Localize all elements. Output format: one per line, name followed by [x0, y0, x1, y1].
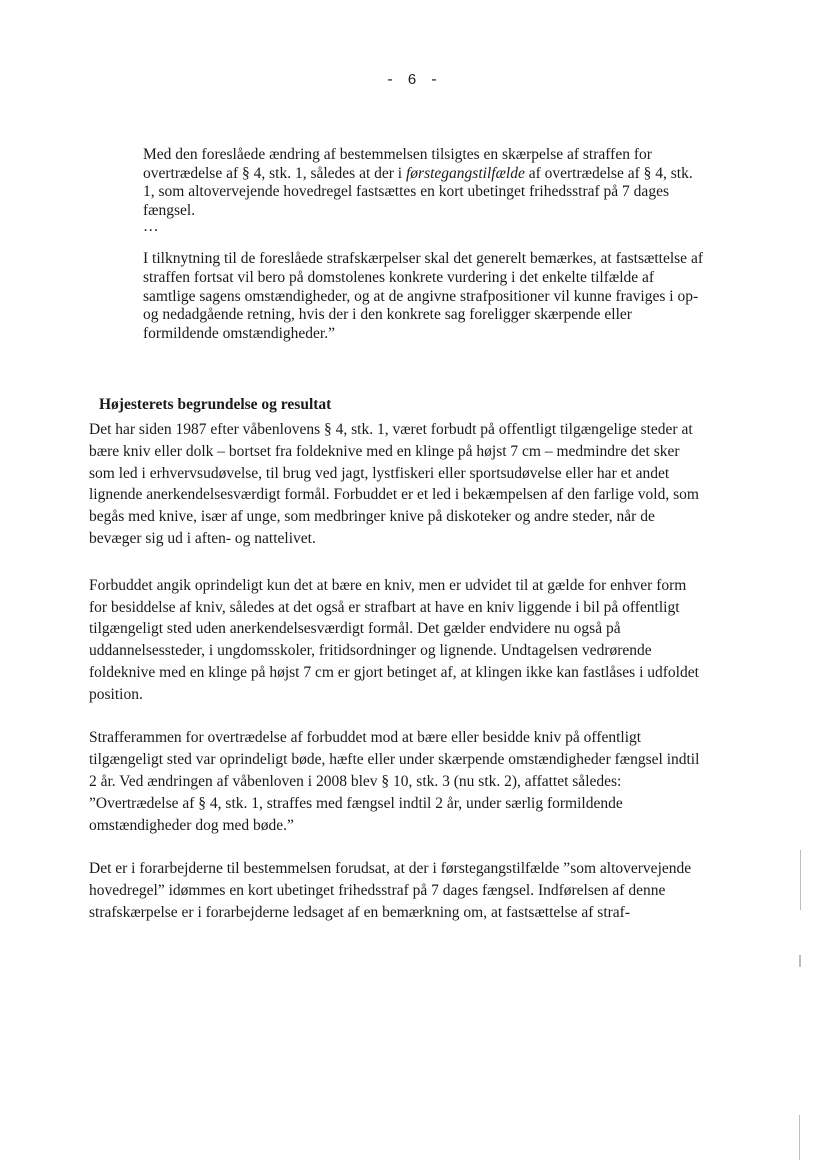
- scan-edge-mark: [799, 1115, 800, 1160]
- body-paragraph: Det er i forarbejderne til bestemmelsen forudsat, at der i førstegangstilfælde ”som altovervejende hovedregel” idømmes en kort ubetinget frihedsstraf på 7 dages fængsel. Indførelsen af denne strafskærpelse er i forarbejderne ledsaget af en bemærkning om, at fastsættelse af straf-: [89, 860, 692, 921]
- quote-text: Med den foreslåede ændring af bestemmelsen tilsigtes en skærpelse af straffen for overtrædelse af § 4, stk. 1, således at der i: [143, 146, 652, 182]
- scan-edge-mark: [799, 955, 801, 967]
- main-section: [89, 395, 701, 945]
- block-quote: [143, 146, 703, 343]
- quote-paragraph-2: I tilknytning til de foreslåede strafskærpelser skal det generelt bemærkes, at fastsættelse af straffen fortsat vil bero på domstolenes konkrete vurdering i det enkelte tilfælde af samtlige sagens omstændigheder, og at de angivne strafpositioner vil kunne fraviges i op- og nedadgående retning, hvis der i den konkrete sag foreligger skærpende eller formildende omstændigheder.”: [143, 250, 703, 342]
- quote-paragraph-1: [143, 146, 703, 220]
- body-paragraph: Strafferammen for overtrædelse af forbuddet mod at bære eller besidde kniv på offentligt tilgængeligt sted var oprindeligt bøde, hæfte eller under skærpende omstændigheder fængsel indtil 2 år. Ved ændringen af våbenloven i 2008 blev § 10, stk. 3 (nu stk. 2), affattet således: ”Overtrædelse af § 4, stk. 1, straffes med fængsel indtil 2 år, under særlig formildende omstændigheder dog med bøde.”: [89, 729, 700, 834]
- body-paragraph: Det har siden 1987 efter våbenlovens § 4, stk. 1, været forbudt på offentligt tilgængelige steder at bære kniv eller dolk – bortset fra foldeknive med en klinge på højst 7 cm – medmindre det sker som led i erhvervsudøvelse, til brug ved jagt, lystfiskeri eller sportsudøvelse eller har et andet lignende anerkendelsesværdigt formål. Forbuddet er et led i bekæmpelsen af den farlige vold, som begås med knive, især af unge, som medbringer knive på diskoteker og andre steder, når de bevæger sig ud i aften- og nattelivet.: [89, 421, 699, 547]
- section-heading: Højesterets begrundelse og resultat: [99, 396, 332, 413]
- scan-edge-mark: [800, 850, 801, 910]
- quote-emphasis: førstegangstilfælde: [406, 164, 525, 182]
- quote-text: af overtrædelse af § 4, stk. 1, som altovervejende hovedregel fastsættes en kort ubetinget frihedsstraf på 7 dages fængsel.: [143, 164, 693, 219]
- body-paragraph: Forbuddet angik oprindeligt kun det at bære en kniv, men er udvidet til at gælde for enhver form for besiddelse af kniv, således at det også er strafbart at have en kniv liggende i bil på offentligt tilgængeligt sted uden anerkendelsesværdigt formål. Det gælder endvidere nu også på uddannelsessteder, i ungdomsskoler, fritidsordninger og lignende. Undtagelsen vedrørende foldeknive med en klinge på højst 7 cm er gjort betinget af, at klingen ikke kan fastlåses i udfoldet position.: [89, 576, 699, 703]
- page-number: - 6 -: [385, 72, 441, 89]
- quote-ellipsis: …: [143, 218, 159, 236]
